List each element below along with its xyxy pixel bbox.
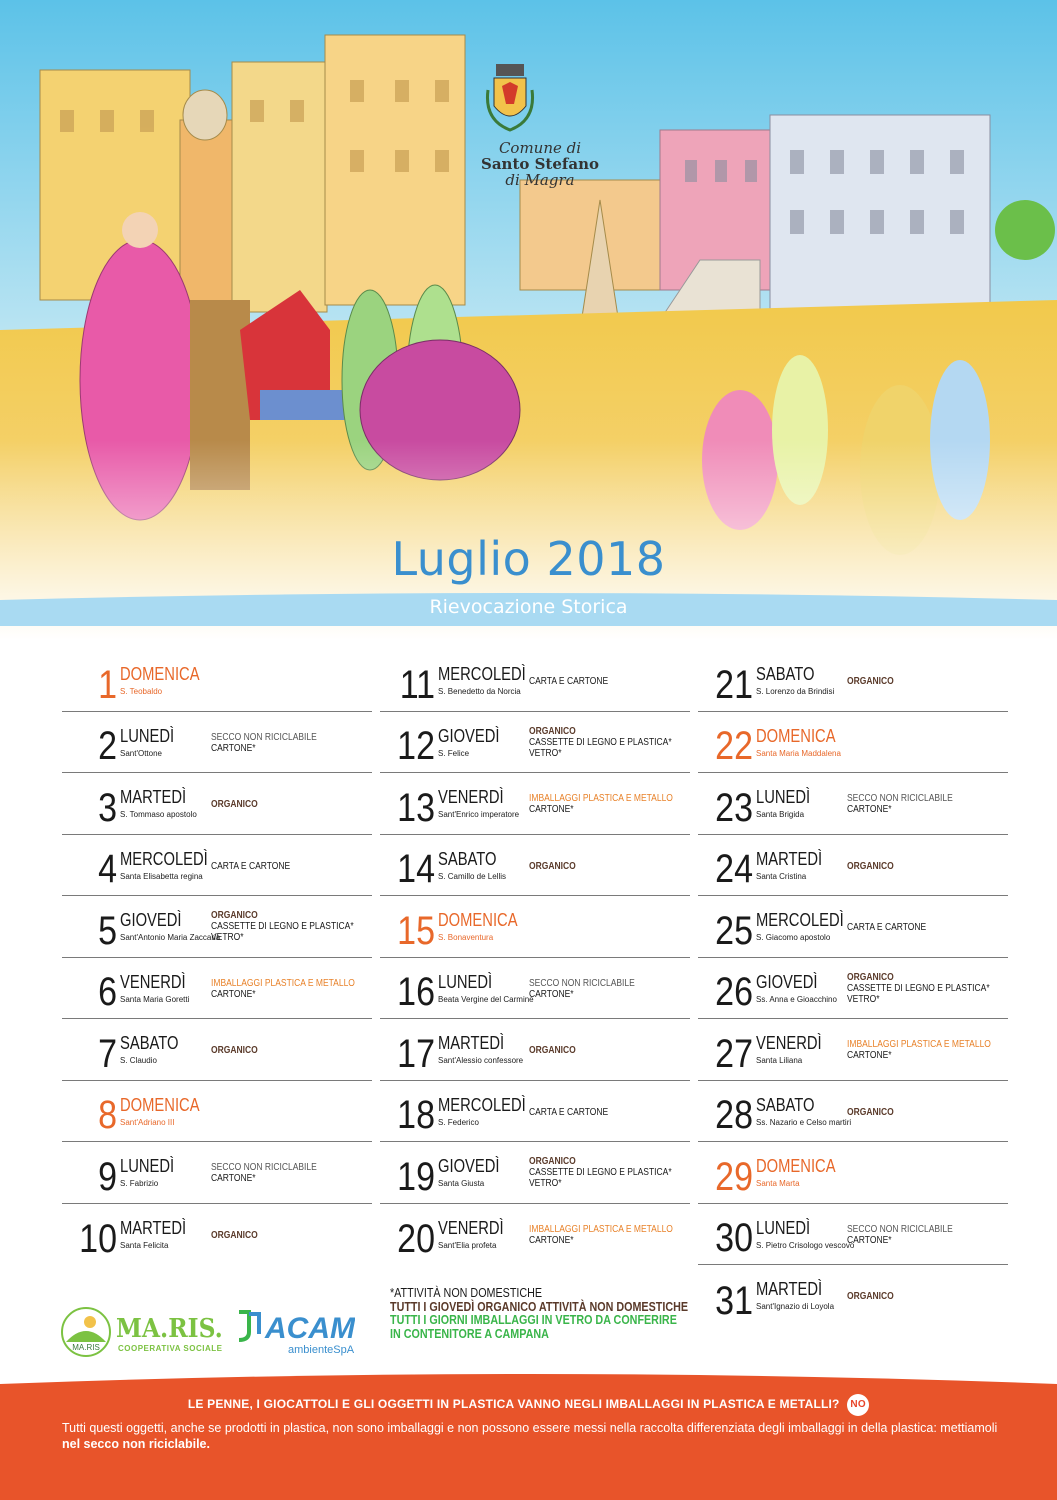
calendar-day-19 bbox=[380, 1142, 690, 1204]
day-number: 5 bbox=[98, 908, 117, 953]
day-weekday: MERCOLEDÌ bbox=[438, 664, 526, 684]
day-number: 3 bbox=[98, 785, 117, 830]
note-line-3: TUTTI I GIORNI IMBALLAGGI IN VETRO DA CONFERIRE bbox=[390, 1313, 677, 1327]
collection-item: CARTONE* bbox=[211, 742, 256, 754]
day-saint: Santa Marta bbox=[756, 1179, 800, 1188]
calendar-day-13 bbox=[380, 773, 690, 835]
calendar-day-24 bbox=[698, 835, 1008, 897]
day-number: 4 bbox=[98, 847, 117, 891]
calendar-day-30 bbox=[698, 1204, 1008, 1266]
day-weekday: SABATO bbox=[756, 1094, 815, 1115]
calendar-day-4 bbox=[62, 835, 372, 897]
calendar-day-18 bbox=[380, 1081, 690, 1143]
day-saint: S. Tommaso apostolo bbox=[120, 810, 197, 819]
collection-item: ORGANICO bbox=[529, 1045, 576, 1056]
day-saint: Santa Cristina bbox=[756, 871, 807, 881]
collection-item: ORGANICO bbox=[847, 1291, 894, 1302]
day-weekday: DOMENICA bbox=[438, 910, 518, 930]
footer-text-main: Tutti questi oggetti, anche se prodotti in plastica, non sono imballaggi e non possono essere messi nella raccolta differenziata degli imballaggi in della plastica: mettiamoli bbox=[62, 1421, 998, 1435]
day-number: 26 bbox=[715, 970, 753, 1014]
collection-item: CASSETTE DI LEGNO E PLASTICA* bbox=[529, 1167, 672, 1178]
day-number: 24 bbox=[715, 847, 753, 891]
collection-schedule bbox=[211, 1230, 258, 1241]
day-weekday: SABATO bbox=[756, 664, 815, 684]
day-number: 23 bbox=[715, 785, 753, 830]
calendar-day-14 bbox=[380, 835, 690, 897]
collection-item: ORGANICO bbox=[529, 860, 576, 872]
calendar-day-20 bbox=[380, 1204, 690, 1266]
collection-schedule bbox=[847, 1039, 991, 1061]
collection-item: IMBALLAGGI PLASTICA E METALLO bbox=[211, 977, 355, 989]
municipality-crest bbox=[480, 60, 600, 188]
day-saint: Beata Vergine del Carmine bbox=[438, 994, 534, 1004]
collection-schedule bbox=[529, 676, 608, 687]
collection-item: CASSETTE DI LEGNO E PLASTICA* bbox=[211, 921, 354, 932]
day-number: 15 bbox=[397, 908, 435, 953]
day-weekday: GIOVEDÌ bbox=[438, 1156, 500, 1176]
calendar-day-2 bbox=[62, 712, 372, 774]
footer-question-text: LE PENNE, I GIOCATTOLI E GLI OGGETTI IN PLASTICA VANNO NEGLI IMBALLAGGI IN PLASTICA E METALLI? bbox=[187, 1397, 840, 1412]
calendar-column-1 bbox=[62, 650, 372, 1265]
collection-item: VETRO* bbox=[529, 1178, 562, 1189]
day-weekday: VENERDÌ bbox=[438, 1217, 504, 1238]
calendar-day-26 bbox=[698, 958, 1008, 1020]
calendar-day-25 bbox=[698, 896, 1008, 958]
day-saint: Sant'Ignazio di Loyola bbox=[756, 1302, 835, 1311]
collection-item: ORGANICO bbox=[529, 1156, 576, 1167]
collection-schedule bbox=[847, 861, 894, 872]
collection-item: VETRO* bbox=[211, 932, 244, 943]
collection-schedule bbox=[529, 978, 635, 1000]
collection-item: CARTONE* bbox=[529, 988, 574, 1000]
calendar-day-17 bbox=[380, 1019, 690, 1081]
day-number: 10 bbox=[79, 1217, 117, 1261]
day-saint: Sant'Ottone bbox=[120, 748, 162, 758]
collection-schedule bbox=[847, 972, 990, 1005]
collection-item: CARTA E CARTONE bbox=[211, 860, 291, 872]
calendar-day-6 bbox=[62, 958, 372, 1020]
day-saint: S. Lorenzo da Brindisi bbox=[756, 687, 835, 696]
collection-schedule bbox=[529, 793, 673, 815]
day-weekday: DOMENICA bbox=[756, 1156, 836, 1176]
day-number: 16 bbox=[397, 970, 435, 1014]
no-badge: NO bbox=[847, 1394, 869, 1416]
maris-logo-icon bbox=[60, 1306, 112, 1358]
day-weekday: LUNEDÌ bbox=[120, 725, 175, 746]
day-saint: Santa Liliana bbox=[756, 1056, 803, 1065]
sponsor-logos bbox=[60, 1300, 380, 1360]
collection-schedule bbox=[529, 861, 576, 872]
day-saint: S. Benedetto da Norcia bbox=[438, 687, 521, 696]
day-weekday: VENERDÌ bbox=[756, 1033, 822, 1053]
day-weekday: MARTEDÌ bbox=[756, 848, 823, 869]
collection-item: IMBALLAGGI PLASTICA E METALLO bbox=[847, 1039, 991, 1050]
day-saint: S. Felice bbox=[438, 748, 470, 758]
day-number: 31 bbox=[715, 1278, 753, 1323]
note-line-4: IN CONTENITORE A CAMPANA bbox=[390, 1326, 549, 1341]
calendar-day-21 bbox=[698, 650, 1008, 712]
day-saint: S. Bonaventura bbox=[438, 933, 494, 942]
acam-logo-text: ACAM bbox=[265, 1312, 355, 1345]
collection-item: SECCO NON RICICLABILE bbox=[211, 731, 317, 743]
day-saint: Santa Giusta bbox=[438, 1179, 485, 1188]
day-saint: Santa Maria Maddalena bbox=[756, 748, 841, 758]
day-weekday: MARTEDÌ bbox=[438, 1033, 505, 1053]
calendar-day-23 bbox=[698, 773, 1008, 835]
collection-item: ORGANICO bbox=[211, 1045, 258, 1056]
calendar-day-22 bbox=[698, 712, 1008, 774]
collection-schedule bbox=[211, 732, 317, 754]
collection-schedule bbox=[529, 1045, 576, 1056]
calendar-column-3 bbox=[698, 650, 1008, 1327]
page-subtitle: Rievocazione Storica bbox=[429, 596, 628, 618]
calendar-day-11 bbox=[380, 650, 690, 712]
collection-schedule bbox=[847, 922, 926, 933]
day-number: 22 bbox=[715, 724, 753, 768]
day-saint: S. Federico bbox=[438, 1117, 479, 1127]
page-title: Luglio 2018 bbox=[391, 532, 666, 586]
note-line-2: TUTTI I GIOVEDÌ ORGANICO ATTIVITÀ NON DOMESTICHE bbox=[390, 1299, 689, 1314]
day-saint: Sant'Alessio confessore bbox=[438, 1056, 524, 1065]
collection-item: SECCO NON RICICLABILE bbox=[847, 1223, 953, 1235]
collection-item: ORGANICO bbox=[529, 725, 576, 737]
collection-item: SECCO NON RICICLABILE bbox=[847, 793, 953, 804]
collection-item: CARTONE* bbox=[847, 1050, 892, 1061]
day-weekday: LUNEDÌ bbox=[120, 1156, 175, 1176]
day-number: 9 bbox=[98, 1154, 117, 1199]
day-saint: S. Teobaldo bbox=[120, 687, 163, 696]
day-saint: Santa Felicita bbox=[120, 1240, 169, 1250]
calendar-day-27 bbox=[698, 1019, 1008, 1081]
day-weekday: SABATO bbox=[438, 848, 497, 869]
day-saint: Ss. Anna e Gioacchino bbox=[756, 994, 837, 1004]
day-weekday: LUNEDÌ bbox=[756, 787, 811, 807]
day-weekday: GIOVEDÌ bbox=[120, 910, 182, 930]
collection-item: VETRO* bbox=[847, 993, 880, 1005]
day-weekday: MERCOLEDÌ bbox=[438, 1094, 526, 1115]
calendar-day-8 bbox=[62, 1081, 372, 1143]
collection-schedule bbox=[211, 1045, 258, 1056]
day-number: 13 bbox=[397, 785, 435, 830]
calendar-day-7 bbox=[62, 1019, 372, 1081]
collection-item: CARTONE* bbox=[847, 804, 892, 815]
collection-item: ORGANICO bbox=[211, 1229, 258, 1241]
day-number: 14 bbox=[397, 847, 435, 891]
day-number: 18 bbox=[397, 1093, 435, 1137]
day-saint: S. Giacomo apostolo bbox=[756, 933, 831, 942]
collection-schedule bbox=[847, 1224, 953, 1246]
calendar-day-15 bbox=[380, 896, 690, 958]
collection-item: CASSETTE DI LEGNO E PLASTICA* bbox=[847, 982, 990, 994]
collection-schedule bbox=[847, 676, 894, 687]
day-saint: Santa Brigida bbox=[756, 810, 805, 819]
day-number: 6 bbox=[98, 970, 117, 1014]
day-number: 8 bbox=[98, 1093, 117, 1137]
crest-line1: Comune di bbox=[498, 139, 582, 157]
day-number: 28 bbox=[715, 1093, 753, 1137]
collection-schedule bbox=[529, 1107, 608, 1118]
maris-logo-subtext: COOPERATIVA SOCIALE bbox=[118, 1344, 223, 1353]
day-saint: Sant'Adriano III bbox=[120, 1117, 175, 1127]
day-number: 2 bbox=[98, 724, 117, 768]
collection-schedule bbox=[847, 1291, 894, 1302]
collection-schedule bbox=[211, 1162, 317, 1184]
collection-item: ORGANICO bbox=[847, 860, 894, 872]
collection-item: ORGANICO bbox=[847, 676, 894, 687]
calendar-day-31 bbox=[698, 1265, 1008, 1327]
calendar-day-3 bbox=[62, 773, 372, 835]
day-number: 11 bbox=[399, 662, 435, 707]
collection-item: CARTONE* bbox=[529, 1234, 574, 1246]
footer-text-bold: nel secco non riciclabile. bbox=[62, 1437, 210, 1451]
calendar-day-29 bbox=[698, 1142, 1008, 1204]
day-weekday: DOMENICA bbox=[120, 1094, 200, 1115]
collection-item: CARTONE* bbox=[211, 1173, 256, 1184]
collection-item: SECCO NON RICICLABILE bbox=[211, 1162, 317, 1173]
day-saint: Santa Maria Goretti bbox=[120, 994, 190, 1004]
day-weekday: MARTEDÌ bbox=[120, 787, 187, 807]
day-number: 29 bbox=[715, 1154, 753, 1199]
collection-item: CARTONE* bbox=[847, 1234, 892, 1246]
maris-logo-small-text: MA.RIS bbox=[72, 1343, 100, 1352]
calendar-day-1 bbox=[62, 650, 372, 712]
calendar-day-12 bbox=[380, 712, 690, 774]
collection-schedule bbox=[211, 978, 355, 1000]
maris-logo-text: MA.RIS. bbox=[116, 1314, 223, 1344]
collection-schedule bbox=[529, 1224, 673, 1246]
day-weekday: MARTEDÌ bbox=[120, 1217, 187, 1238]
day-number: 21 bbox=[715, 662, 753, 707]
collection-item: ORGANICO bbox=[847, 971, 894, 983]
calendar-day-28 bbox=[698, 1081, 1008, 1143]
collection-item: CARTA E CARTONE bbox=[529, 676, 609, 687]
day-weekday: MERCOLEDÌ bbox=[756, 910, 844, 930]
day-weekday: MERCOLEDÌ bbox=[120, 848, 208, 869]
collection-item: ORGANICO bbox=[211, 910, 258, 921]
calendar-day-10 bbox=[62, 1204, 372, 1266]
day-number: 20 bbox=[397, 1217, 435, 1261]
collection-schedule bbox=[847, 1107, 894, 1118]
day-weekday: LUNEDÌ bbox=[438, 971, 493, 992]
footer-text bbox=[62, 1420, 1002, 1452]
collection-item: ORGANICO bbox=[211, 799, 258, 810]
day-weekday: DOMENICA bbox=[120, 664, 200, 684]
collection-schedule bbox=[529, 726, 672, 759]
collection-item: IMBALLAGGI PLASTICA E METALLO bbox=[529, 1223, 673, 1235]
calendar-day-16 bbox=[380, 958, 690, 1020]
day-number: 25 bbox=[715, 908, 753, 953]
day-number: 19 bbox=[397, 1154, 435, 1199]
day-saint: Sant'Elia profeta bbox=[438, 1240, 497, 1250]
calendar-day-9 bbox=[62, 1142, 372, 1204]
day-number: 12 bbox=[397, 724, 435, 768]
day-weekday: GIOVEDÌ bbox=[438, 725, 500, 746]
collection-item: CARTA E CARTONE bbox=[529, 1106, 609, 1118]
collection-item: VETRO* bbox=[529, 747, 562, 759]
day-weekday: DOMENICA bbox=[756, 725, 836, 746]
collection-item: CARTA E CARTONE bbox=[847, 922, 927, 933]
day-number: 30 bbox=[715, 1216, 753, 1260]
day-weekday: GIOVEDÌ bbox=[756, 971, 818, 992]
day-number: 7 bbox=[98, 1031, 117, 1076]
day-saint: Sant'Enrico imperatore bbox=[438, 810, 520, 819]
calendar-column-2 bbox=[380, 650, 690, 1265]
crest-line3: di Magra bbox=[505, 171, 575, 189]
calendar-day-5 bbox=[62, 896, 372, 958]
day-saint: S. Claudio bbox=[120, 1056, 157, 1065]
collection-item: SECCO NON RICICLABILE bbox=[529, 977, 635, 989]
collection-schedule bbox=[847, 793, 953, 815]
acam-logo-subtext: ambienteSpA bbox=[288, 1344, 355, 1356]
day-number: 27 bbox=[715, 1031, 753, 1076]
collection-schedule bbox=[529, 1156, 672, 1189]
collection-item: CARTONE* bbox=[529, 804, 574, 815]
day-weekday: LUNEDÌ bbox=[756, 1217, 811, 1238]
acam-logo-icon bbox=[235, 1304, 355, 1348]
coat-of-arms-icon bbox=[480, 60, 540, 140]
day-saint: Santa Elisabetta regina bbox=[120, 871, 203, 881]
collection-schedule bbox=[211, 861, 290, 872]
day-saint: S. Pietro Crisologo vescovo bbox=[756, 1240, 855, 1250]
day-weekday: VENERDÌ bbox=[438, 787, 504, 807]
day-weekday: MARTEDÌ bbox=[756, 1279, 823, 1299]
day-saint: Ss. Nazario e Celso martiri bbox=[756, 1117, 852, 1127]
day-number: 17 bbox=[397, 1031, 435, 1076]
note-line-1: *ATTIVITÀ NON DOMESTICHE bbox=[390, 1286, 543, 1300]
day-weekday: VENERDÌ bbox=[120, 971, 186, 992]
collection-item: CARTONE* bbox=[211, 988, 256, 1000]
day-saint: S. Fabrizio bbox=[120, 1179, 159, 1188]
collection-schedule bbox=[211, 799, 258, 810]
collection-item: IMBALLAGGI PLASTICA E METALLO bbox=[529, 793, 673, 804]
footer-question bbox=[0, 1394, 1057, 1416]
notes-block bbox=[390, 1287, 688, 1341]
day-weekday: SABATO bbox=[120, 1033, 179, 1053]
collection-schedule bbox=[211, 910, 354, 943]
day-saint: S. Camillo de Lellis bbox=[438, 871, 507, 881]
collection-item: ORGANICO bbox=[847, 1106, 894, 1118]
collection-item: CASSETTE DI LEGNO E PLASTICA* bbox=[529, 736, 672, 748]
day-saint: Sant'Antonio Maria Zaccaria bbox=[120, 933, 221, 942]
day-number: 1 bbox=[98, 662, 117, 707]
crest-line2: Santo Stefano bbox=[480, 155, 599, 173]
